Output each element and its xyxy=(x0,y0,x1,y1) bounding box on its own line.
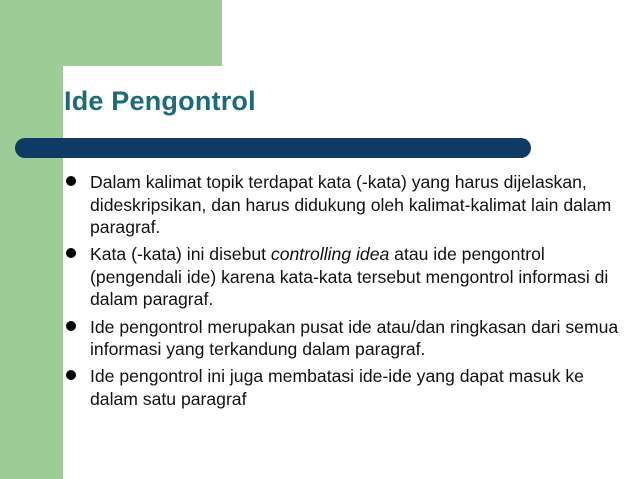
bullet-text-after: atau ide pengontrol (pengendali ide) karena kata-kata tersebut mengontrol informasi di dalam paragraf. xyxy=(90,244,609,310)
bullet-dot-icon xyxy=(66,248,76,258)
bullet-text: Ide pengontrol merupakan pusat ide atau/dan ringkasan dari semua informasi yang terkandung dalam paragraf. xyxy=(90,316,619,360)
bullet-dot-icon xyxy=(66,176,76,186)
bullet-item-4 xyxy=(66,365,626,410)
slide-title: Ide Pengontrol xyxy=(64,86,256,116)
bullet-text-before: Kata (-kata) ini disebut xyxy=(90,244,271,265)
bullet-text: Ide pengontrol ini juga membatasi ide-ide yang dapat masuk ke dalam satu paragraf xyxy=(90,366,584,409)
title-underline-bar xyxy=(15,138,531,158)
bullet-dot-icon xyxy=(66,321,76,331)
bullet-item-1 xyxy=(66,171,626,239)
bullet-list xyxy=(66,171,626,415)
bullet-item-2 xyxy=(66,243,626,311)
bullet-emphasis: controlling idea xyxy=(270,244,390,265)
bullet-text: Dalam kalimat topik terdapat kata (-kata) yang harus dijelaskan, dideskripsikan, dan harus didukung oleh kalimat-kalimat lain dalam paragraf. xyxy=(90,172,612,238)
left-accent-strip xyxy=(0,0,63,479)
bullet-dot-icon xyxy=(66,370,76,380)
bullet-item-3 xyxy=(66,316,626,361)
